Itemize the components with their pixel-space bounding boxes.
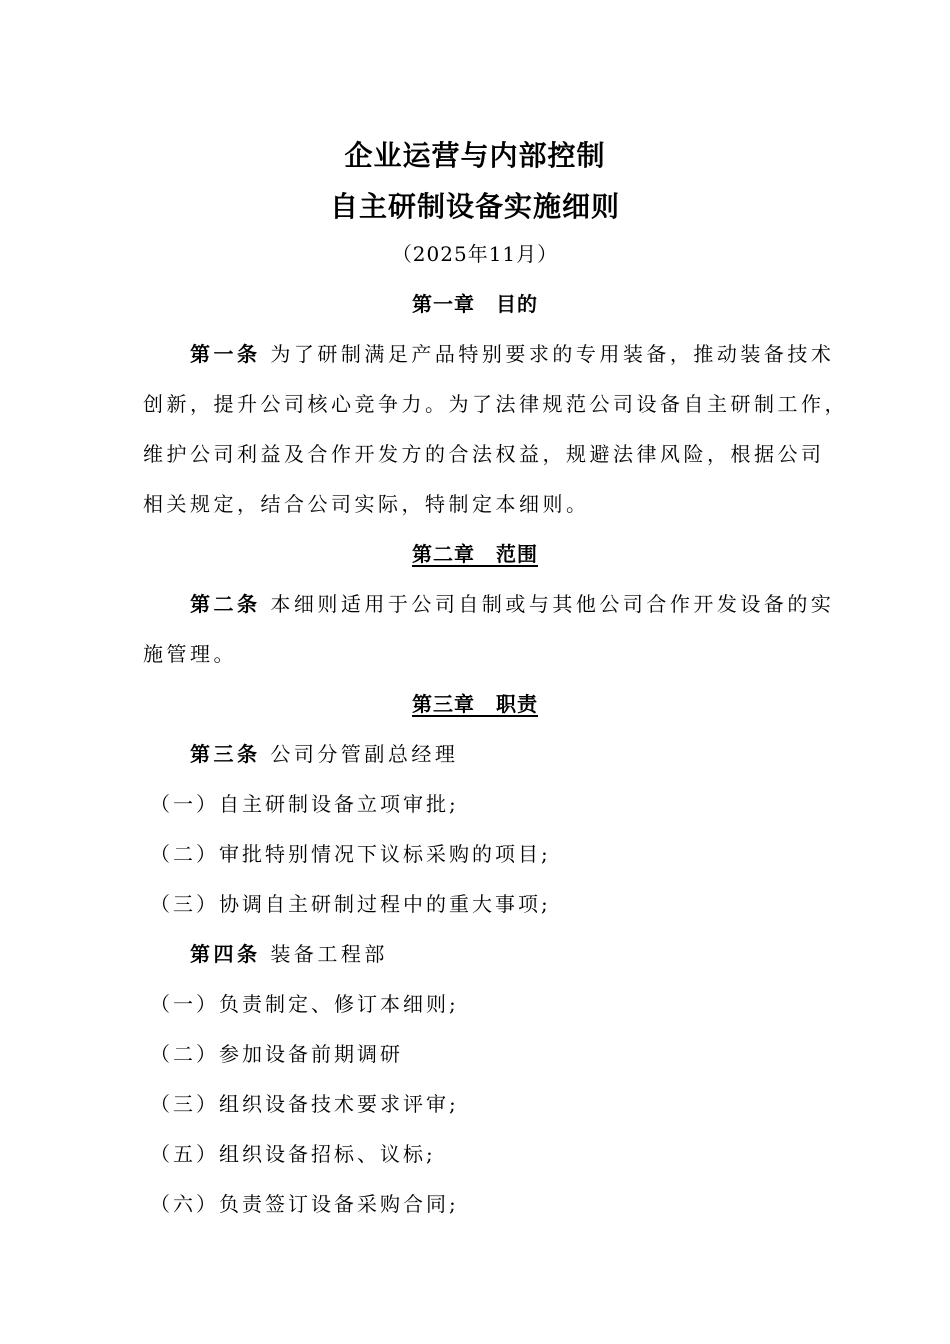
article-1-line-3: 维护公司利益及合作开发方的合法权益，规避法律风险，根据公司 [143, 442, 825, 466]
article-2-line-1 [190, 588, 834, 617]
article-2-label: 第二条 [190, 592, 261, 616]
list-item: （一）自主研制设备立项审批; [150, 792, 459, 816]
list-item: （三）组织设备技术要求评审; [150, 1092, 459, 1116]
article-1-line-2: 创新，提升公司核心竞争力。为了法律规范公司设备自主研制工作， [143, 392, 848, 416]
article-3-heading [190, 738, 458, 767]
document-title-line-2: 自主研制设备实施细则 [329, 190, 620, 223]
chapter-2-heading-text: 第二章 范围 [412, 542, 538, 566]
list-item: （二）审批特别情况下议标采购的项目; [150, 842, 551, 866]
chapter-3-heading-text: 第三章 职责 [412, 692, 538, 716]
list-item: （二）参加设备前期调研 [150, 1042, 403, 1066]
chapter-3-heading [0, 688, 950, 717]
article-4-title: 装备工程部 [260, 942, 388, 966]
article-3-label: 第三条 [190, 742, 261, 766]
document-title-line-1: 企业运营与内部控制 [344, 139, 606, 172]
article-4-heading [190, 938, 388, 967]
article-1-line-1 [190, 338, 834, 367]
article-2-text: 本细则适用于公司自制或与其他公司合作开发设备的实 [260, 592, 835, 616]
article-1-text: 为了研制满足产品特别要求的专用装备，推动装备技术 [260, 342, 835, 366]
list-item: （一）负责制定、修订本细则; [150, 992, 459, 1016]
chapter-2-heading [0, 538, 950, 567]
list-item: （六）负责签订设备采购合同; [150, 1192, 459, 1216]
list-item: （三）协调自主研制过程中的重大事项; [150, 892, 551, 916]
document-date: （2025年11月） [391, 242, 559, 266]
article-3-title: 公司分管副总经理 [260, 742, 459, 766]
list-item: （五）组织设备招标、议标; [150, 1142, 436, 1166]
article-1-line-4: 相关规定，结合公司实际，特制定本细则。 [143, 492, 590, 516]
chapter-1-heading: 第一章 目的 [412, 292, 538, 316]
article-1-label: 第一条 [190, 342, 261, 366]
article-4-label: 第四条 [190, 942, 261, 966]
article-2-line-2: 施管理。 [143, 642, 237, 666]
